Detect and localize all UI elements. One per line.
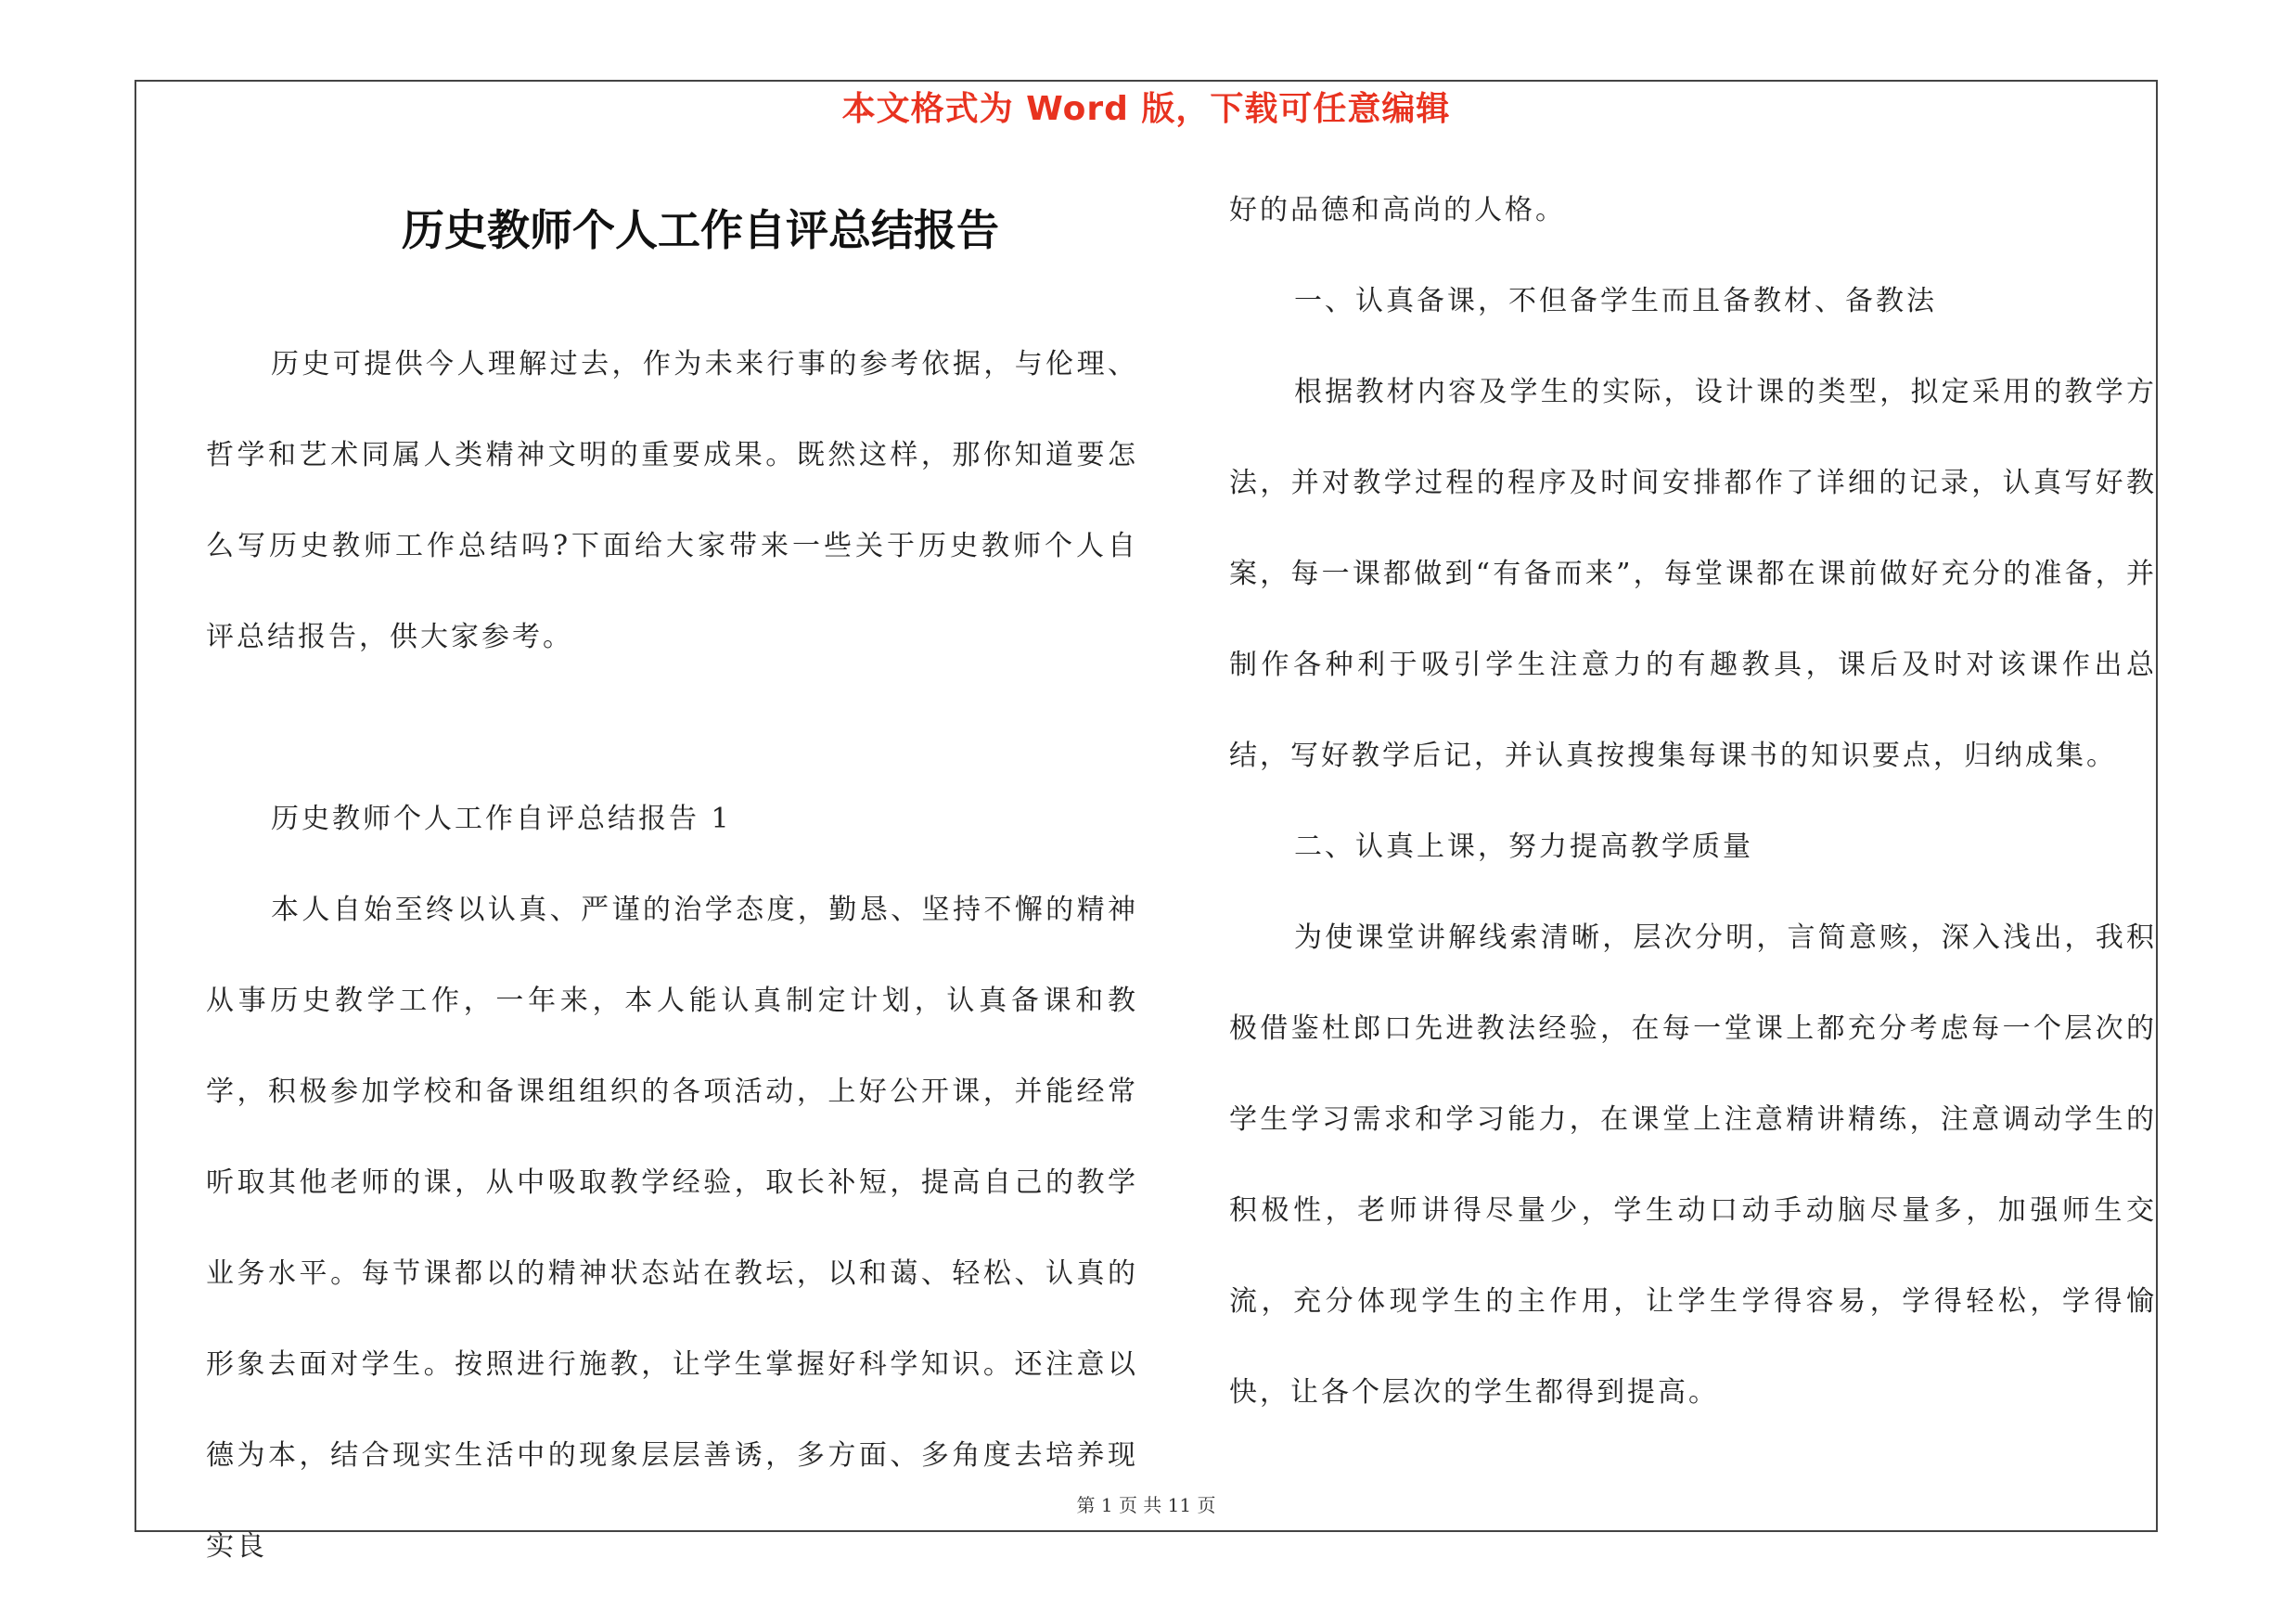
paragraph-teaching-quality: 为使课堂讲解线索清晰，层次分明，言简意赅，深入浅出，我积极借鉴杜郎口先进教法经验，在每一堂课上都充分考虑每一个层次的学生学习需求和学习能力，在课堂上注意精讲精练，注意调动学生的积极性，老师讲得尽量少，学生动口动手动脑尽量多，加强师生交流，充分体现学生的主作用，让学生学得容易，学得轻松，学得愉快，让各个层次的学生都得到提高。 bbox=[1229, 921, 2157, 1409]
heading-prepare-lessons: 一、认真备课，不但备学生而且备教材、备教法 bbox=[1294, 285, 1937, 317]
body-paragraph: 本人自始至终以认真、严谨的治学态度，勤恳、坚持不懈的精神从事历史教学工作，一年来，本人能认真制定计划，认真备课和教学，积极参加学校和备课组组织的各项活动，上好公开课，并能经常听取其他老师的课，从中吸取教学经验，取长补短，提高自己的教学业务水平。每节课都以的精神状态站在教坛，以和蔼、轻松、认真的形象去面对学生。按照进行施教，让学生掌握好科学知识。还注意以德为本，结合现实生活中的现象层层善诱，多方面、多角度去培养现实良 bbox=[206, 894, 1138, 1563]
left-column bbox=[206, 319, 1138, 1592]
continuation-paragraph: 好的品德和高尚的人格。 bbox=[1229, 194, 1566, 226]
section-heading: 历史教师个人工作自评总结报告 1 bbox=[271, 803, 732, 835]
page-number: 第 1 页 共 11 页 bbox=[1076, 1494, 1216, 1516]
right-column bbox=[1229, 165, 2157, 1438]
paragraph-prepare-lessons: 根据教材内容及学生的实际，设计课的类型，拟定采用的教学方法，并对教学过程的程序及时间安排都作了详细的记录，认真写好教案，每一课都做到“有备而来”，每堂课都在课前做好充分的准备，并制作各种利于吸引学生注意力的有趣教具，课后及时对该课作出总结，写好教学后记，并认真按搜集每课书的知识要点，归纳成集。 bbox=[1229, 376, 2157, 772]
paragraph-spacer bbox=[206, 683, 1138, 774]
intro-paragraph: 历史可提供今人理解过去，作为未来行事的参考依据，与伦理、哲学和艺术同属人类精神文明的重要成果。既然这样，那你知道要怎么写历史教师工作总结吗?下面给大家带来一些关于历史教师个人自评总结报告，供大家参考。 bbox=[206, 348, 1138, 653]
document-title: 历史教师个人工作自评总结报告 bbox=[402, 205, 999, 255]
format-banner: 本文格式为 Word 版，下载可任意编辑 bbox=[841, 90, 1451, 128]
heading-teaching-quality: 二、认真上课，努力提高教学质量 bbox=[1294, 831, 1753, 863]
